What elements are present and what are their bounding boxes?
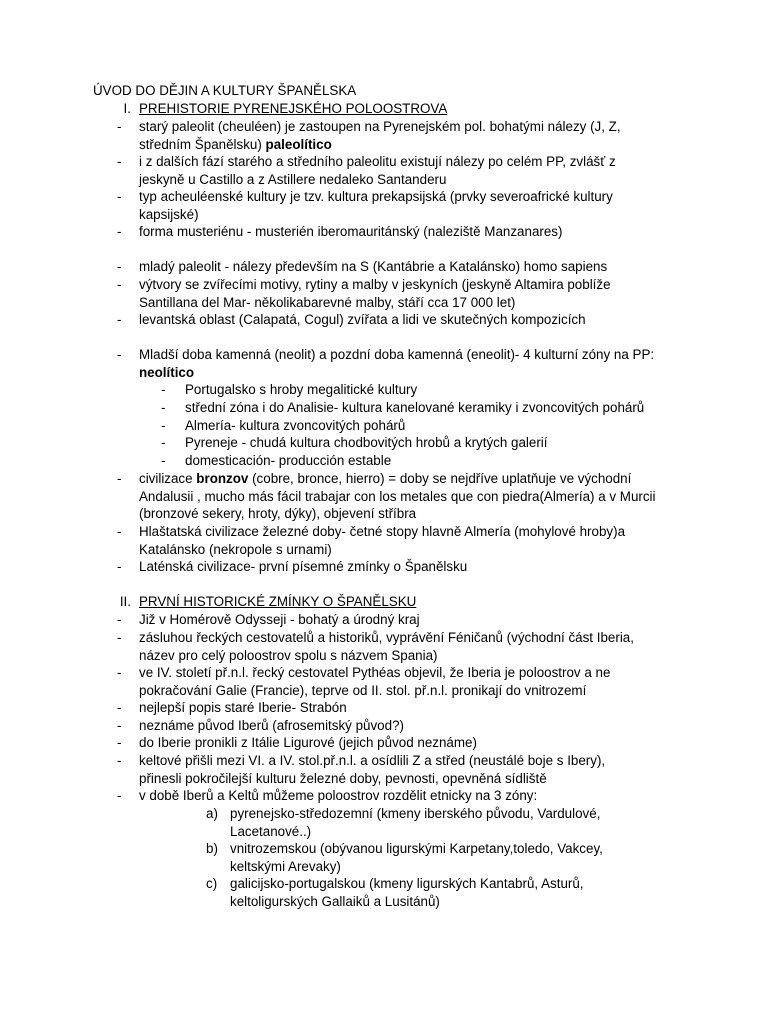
sub-list-item: - Portugalsko s hroby megalitické kultury: [161, 382, 418, 397]
list-item: - civilizace bronzov (cobre, bronce, hierro) = doby se nejdříve uplatňuje ve východní Andalusii , mucho más fácil trabajar con los metales que con piedra(Almería) a v Murcii (bronzové sekery, hroty, dýky), objevení stříbra: [117, 471, 656, 522]
section-heading-2: [119, 593, 417, 611]
section-number: I.: [123, 101, 131, 116]
list-item: - keltové přišli mezi VI. a IV. stol.př.n.l. a osídlili Z a střed (neustálé boje s Ibery), přinesli pokročilejší kulturu železné doby, pevnosti, opevněná sídliště: [117, 753, 606, 786]
list-item: - zásluhou řeckých cestovatelů a historiků, vyprávění Féničanů (východní část Iberia, název pro celý poloostrov spolu s názvem Spania): [117, 630, 634, 663]
list-item: - neznáme původ Iberů (afrosemitský původ?): [117, 718, 404, 733]
sub-list-item: - Almería- kultura zvoncovitých pohárů: [161, 418, 406, 433]
section-title: PREHISTORIE PYRENEJSKÉHO POLOOSTROVA: [139, 101, 448, 116]
list-item: - nejlepší popis staré Iberie- Strabón: [117, 700, 347, 715]
sub-list-item: - střední zóna i do Analisie- kultura kanelované keramiky i zvoncovitých pohárů: [161, 400, 645, 415]
document-title: ÚVOD DO DĚJIN A KULTURY ŠPANĚLSKA: [93, 83, 357, 98]
list-item: - levantská oblast (Calapatá, Cogul) zvířata a lidi ve skutečných kompozicích: [117, 312, 586, 327]
list-item: - Již v Homérově Odysseji - bohatý a úrodný kraj: [117, 612, 420, 627]
list-item: - Hlaštatská civilizace železné doby- četné stopy hlavně Almería (mohylové hroby)a Katalánsko (nekropole s urnami): [117, 524, 626, 557]
list-item: - Laténská civilizace- první písemné zmínky o Španělsku: [117, 559, 468, 574]
section-number: II.: [119, 594, 131, 609]
list-item: - typ acheuléenské kultury je tzv. kultura prekapsijská (prvky severoafrické kultury kapsijské): [117, 189, 613, 222]
list-item: - Mladší doba kamenná (neolit) a pozdní doba kamenná (eneolit)- 4 kulturní zóny na PP: neolítico: [117, 347, 655, 380]
list-item: - ve IV. století př.n.l. řecký cestovatel Pythéas objevil, že Iberia je poloostrov a ne pokračování Galie (Francie), teprve od II. stol. př.n.l. pronikají do vnitrozemí: [117, 665, 611, 698]
zone-item: b) vnitrozemskou (obývanou ligurskými Karpetany,toledo, Vakcey, keltskými Arevaky): [206, 841, 603, 874]
list-item: - do Iberie pronikli z Itálie Ligurové (jejich původ neznáme): [117, 735, 477, 750]
sub-list-item: - Pyreneje - chudá kultura chodbovitých hrobů a krytých galerií: [161, 435, 548, 450]
list-item: - starý paleolit (cheuléen) je zastoupen na Pyrenejském pol. bohatými nálezy (J, Z, středním Španělsku) paleolítico: [117, 119, 621, 152]
list-item: - i z dalších fází starého a středního paleolitu existují nálezy po celém PP, zvlášť z jeskyně u Castillo a z Astillere nedaleko Santanderu: [117, 154, 616, 187]
list-item: - mladý paleolit - nálezy především na S (Kantábrie a Katalánsko) homo sapiens: [117, 259, 608, 274]
section-heading-1: [123, 100, 448, 118]
sub-list-item: - domesticación- producción estable: [161, 453, 392, 468]
zone-item: c) galicijsko-portugalskou (kmeny ligurských Kantabrů, Asturů, keltoligurských Gallaiků a Lusitánů): [206, 876, 584, 909]
list-item: - výtvory se zvířecími motivy, rytiny a malby v jeskyních (jeskyně Altamira poblíže Santillana del Mar- několikabarevné malby, stáří cca 17 000 let): [117, 277, 611, 310]
zone-item: a) pyrenejsko-středozemní (kmeny iberského původu, Vardulové, Lacetanové..): [206, 806, 601, 839]
list-item: - forma musteriénu - musterién iberomauritánský (naleziště Manzanares): [117, 224, 563, 239]
section-title: PRVNÍ HISTORICKÉ ZMÍNKY O ŠPANĚLSKU: [139, 594, 417, 609]
list-item: - v době Iberů a Keltů můžeme poloostrov rozdělit etnicky na 3 zóny:: [117, 788, 538, 803]
